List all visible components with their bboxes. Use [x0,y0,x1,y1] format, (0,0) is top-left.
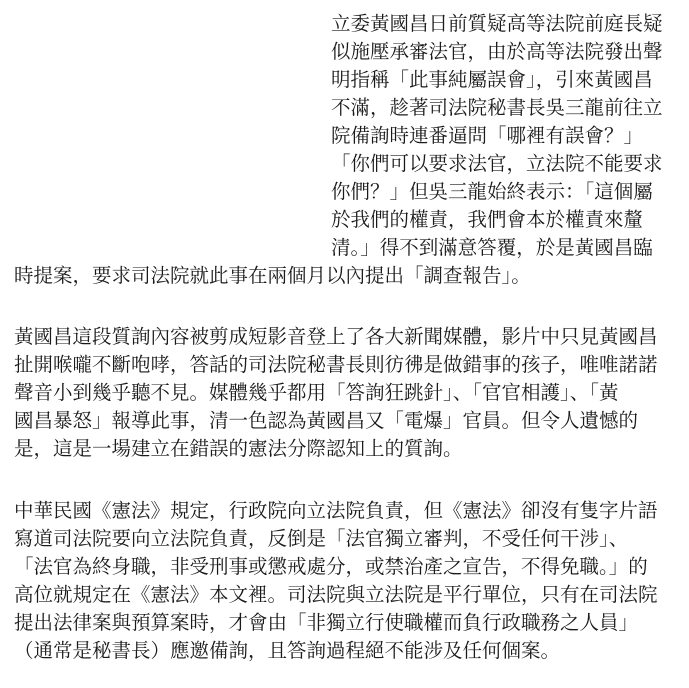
text-line: 「法官為終身職，非受刑事或懲戒處分，或禁治產之宣告，不得免職。」的 [14,555,648,578]
text-line: （通常是秘書長）應邀備詢，且答詢過程絕不能涉及任何個案。 [14,639,561,662]
text-line: 國昌暴怒」報導此事，清一色認為黃國昌又「電爆」官員。但令人遺憾的 [14,409,639,432]
text-line: 於我們的權責，我們會本於權責來釐 [331,208,644,231]
text-line: 明指稱「此事純屬誤會」，引來黃國昌 [331,68,653,91]
text-line: 寫道司法院要向立法院負責，反倒是「法官獨立審判，不受任何干涉」、 [14,527,629,550]
text-line: 「你們可以要求法官，立法院不能要求 [331,152,663,175]
text-line: 似施壓承審法官，由於高等法院發出聲 [331,40,663,63]
text-line: 清。」得不到滿意答覆，於是黃國昌臨 [331,236,653,259]
text-line: 是，這是一場建立在錯誤的憲法分際認知上的質詢。 [14,437,463,460]
text-line: 立委黃國昌日前質疑高等法院前庭長疑 [331,12,663,35]
text-line: 你們？」但吳三龍始終表示：「這個屬 [331,180,653,203]
text-line: 黃國昌這段質詢內容被剪成短影音登上了各大新聞媒體，影片中只見黃國昌 [14,325,658,348]
text-line: 聲音小到幾乎聽不見。媒體幾乎都用「答詢狂跳針」、「官官相護」、「黃 [14,381,619,404]
text-line: 提出法律案與預算案時，才會由「非獨立行使職權而負行政職務之人員」 [14,611,639,634]
text-line: 不滿，趁著司法院秘書長吳三龍前往立 [331,96,663,119]
text-line: 扯開喉嚨不斷咆哮，答話的司法院秘書長則彷彿是做錯事的孩子，唯唯諾諾 [14,353,658,376]
text-line: 院備詢時連番逼問「哪裡有誤會？」 [331,124,644,147]
text-line: 時提案，要求司法院就此事在兩個月以內提出「調查報告」。 [14,264,531,287]
text-line: 高位就規定在《憲法》本文裡。司法院與立法院是平行單位，只有在司法院 [14,583,658,606]
text-line: 中華民國《憲法》規定，行政院向立法院負責，但《憲法》卻沒有隻字片語 [14,499,658,522]
